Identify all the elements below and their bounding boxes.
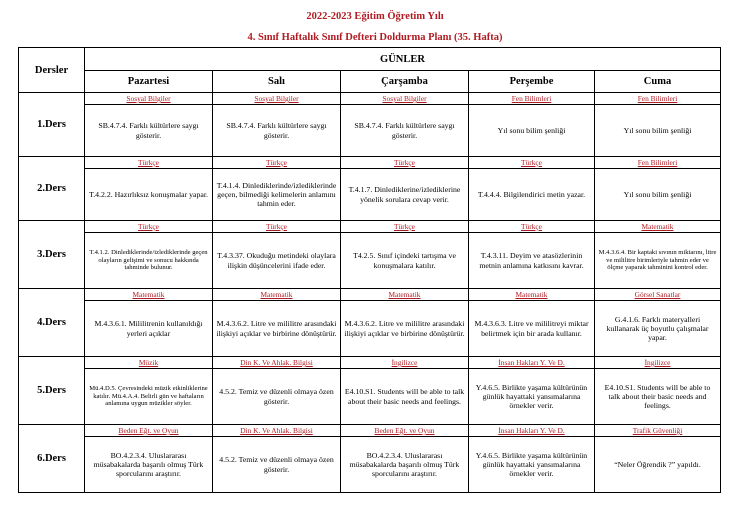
lesson-row xyxy=(19,357,721,425)
lesson-row xyxy=(19,289,721,357)
lesson-cell xyxy=(595,357,721,425)
subject-name: Türkçe xyxy=(85,221,212,233)
subject-name: Fen Bilimleri xyxy=(595,93,720,105)
lesson-cell xyxy=(595,425,721,493)
day-header-tuesday: Salı xyxy=(213,71,341,93)
document-title: 2022-2023 Eğitim Öğretim Yılı xyxy=(306,11,444,22)
lesson-cell xyxy=(469,289,595,357)
lesson-cell xyxy=(85,289,213,357)
subject-name: İngilizce xyxy=(595,357,720,369)
learning-outcome: 4.5.2. Temiz ve düzenli olmaya özen gösterir. xyxy=(219,455,334,474)
lessons-header: Dersler xyxy=(19,48,85,93)
lesson-cell xyxy=(213,425,341,493)
learning-outcome: Y.4.6.5. Birlikte yaşama kültürünün günlük hayattaki yansımalarına örnekler verir. xyxy=(475,450,588,479)
lesson-cell xyxy=(469,157,595,221)
lesson-cell xyxy=(213,93,341,157)
subject-name: Müzik xyxy=(85,357,212,369)
lesson-cell xyxy=(469,221,595,289)
subject-name: Matematik xyxy=(469,289,594,301)
subject-name: Beden Eğt. ve Oyun xyxy=(85,425,212,437)
learning-outcome: BO.4.2.3.4. Uluslararası müsabakalarda başarılı olmuş Türk sporcularını araştırır. xyxy=(349,450,460,479)
day-header-monday: Pazartesi xyxy=(85,71,213,93)
lesson-cell xyxy=(595,221,721,289)
lesson-label: 4.Ders xyxy=(19,289,85,357)
learning-outcome: “Neler Öğrendik ?” yapıldı. xyxy=(614,459,701,469)
learning-outcome: E4.10.S1. Students will be able to talk about their basic needs and feelings. xyxy=(344,387,465,406)
learning-outcome: BO.4.2.3.4. Uluslararası müsabakalarda başarılı olmuş Türk sporcularını araştırır. xyxy=(93,450,204,479)
lesson-cell xyxy=(213,289,341,357)
subject-name: Din K. Ve Ahlak. Bilgisi xyxy=(213,425,340,437)
subject-name: Fen Bilimleri xyxy=(595,157,720,169)
learning-outcome: M.4.3.6.4. Bir kaptaki sıvının miktarını, litre ve mililitre birimleriyle tahmin eder ve ölçme yaparak tahminini kontrol eder. xyxy=(598,248,717,272)
subject-name: Matematik xyxy=(341,289,468,301)
learning-outcome: Yıl sonu bilim şenliği xyxy=(623,125,692,135)
subject-name: Matematik xyxy=(85,289,212,301)
lesson-cell xyxy=(213,357,341,425)
learning-outcome: M.4.3.6.2. Litre ve mililitre arasındaki ilişkiyi açıklar ve birbirine dönüştürür. xyxy=(344,319,465,338)
subject-name: Trafik Güvenliği xyxy=(595,425,720,437)
lesson-cell xyxy=(85,93,213,157)
header-row-days xyxy=(19,71,721,93)
subject-name: Görsel Sanatlar xyxy=(595,289,720,301)
lesson-cell xyxy=(85,357,213,425)
subject-name: Türkçe xyxy=(469,157,594,169)
lesson-row xyxy=(19,221,721,289)
days-header: GÜNLER xyxy=(85,48,721,71)
subject-name: Türkçe xyxy=(85,157,212,169)
learning-outcome: M.4.3.6.1. Mililitrenin kullanıldığı yerleri açıklar xyxy=(94,319,203,338)
subject-name: Fen Bilimleri xyxy=(469,93,594,105)
lesson-cell xyxy=(595,289,721,357)
learning-outcome: T4.2.5. Sınıf içindeki tartışma ve konuşmalara katılır. xyxy=(353,251,456,270)
lesson-cell xyxy=(469,357,595,425)
day-header-wednesday: Çarşamba xyxy=(341,71,469,93)
learning-outcome: Mü.4.D.5. Çevresindeki müzik etkinliklerine katılır. Mü.4.A.4. Belirli gün ve haftaların anlamına uygun müzikler söyler. xyxy=(89,384,208,408)
lesson-cell xyxy=(341,425,469,493)
lesson-cell xyxy=(85,425,213,493)
lesson-label: 5.Ders xyxy=(19,357,85,425)
lesson-cell xyxy=(595,157,721,221)
learning-outcome: Yıl sonu bilim şenliği xyxy=(497,125,566,135)
subject-name: Matematik xyxy=(595,221,720,233)
subject-name: Türkçe xyxy=(341,157,468,169)
learning-outcome: M.4.3.6.3. Litre ve mililitreyi miktar belirtmek için bir arada kullanır. xyxy=(474,319,589,338)
lesson-cell xyxy=(85,221,213,289)
subject-name: İnsan Hakları Y. Ve D. xyxy=(469,357,594,369)
subject-name: Türkçe xyxy=(469,221,594,233)
lesson-label: 2.Ders xyxy=(19,157,85,221)
subject-name: Türkçe xyxy=(213,221,340,233)
learning-outcome: Yıl sonu bilim şenliği xyxy=(623,189,692,199)
subject-name: İnsan Hakları Y. Ve D. xyxy=(469,425,594,437)
lesson-label: 3.Ders xyxy=(19,221,85,289)
subject-name: Türkçe xyxy=(213,157,340,169)
subject-name: Sosyal Bilgiler xyxy=(213,93,340,105)
learning-outcome: E4.10.S1. Students will be able to talk about their basic needs and feelings. xyxy=(604,382,711,411)
lesson-row xyxy=(19,425,721,493)
lesson-cell xyxy=(341,93,469,157)
lesson-row xyxy=(19,93,721,157)
learning-outcome: SB.4.7.4. Farklı kültürlere saygı gösterir. xyxy=(354,121,455,140)
lesson-label: 1.Ders xyxy=(19,93,85,157)
subject-name: Matematik xyxy=(213,289,340,301)
learning-outcome: SB.4.7.4. Farklı kültürlere saygı gösterir. xyxy=(226,121,327,140)
lesson-cell xyxy=(341,157,469,221)
lesson-cell xyxy=(469,425,595,493)
learning-outcome: Y.4.6.5. Birlikte yaşama kültürünün günlük hayattaki yansımalarına örnekler verir. xyxy=(475,382,588,411)
learning-outcome: T.4.3.37. Okuduğu metindeki olaylara ilişkin düşüncelerini ifade eder. xyxy=(217,251,336,270)
subject-name: Beden Eğt. ve Oyun xyxy=(341,425,468,437)
learning-outcome: T.4.1.2. Dinlediklerinde/izlediklerinde geçen olayların gelişimi ve sonucu hakkında tahminde bulunur. xyxy=(89,248,208,272)
lesson-cell xyxy=(595,93,721,157)
subject-name: Türkçe xyxy=(341,221,468,233)
header-row-top xyxy=(19,48,721,71)
learning-outcome: T.4.4.4. Bilgilendirici metin yazar. xyxy=(477,189,586,199)
lesson-cell xyxy=(341,221,469,289)
day-header-thursday: Perşembe xyxy=(469,71,595,93)
learning-outcome: T.4.1.7. Dinlediklerine/izlediklerine yönelik sorulara cevap verir. xyxy=(348,185,461,204)
lesson-cell xyxy=(341,289,469,357)
lesson-cell xyxy=(341,357,469,425)
lesson-label: 6.Ders xyxy=(19,425,85,493)
subject-name: Sosyal Bilgiler xyxy=(341,93,468,105)
subject-name: İngilizce xyxy=(341,357,468,369)
learning-outcome: SB.4.7.4. Farklı kültürlere saygı gösterir. xyxy=(98,121,199,140)
learning-outcome: T.4.3.11. Deyim ve atasözlerinin metnin anlamına katkısını kavrar. xyxy=(479,251,584,270)
lesson-cell xyxy=(85,157,213,221)
lesson-row xyxy=(19,157,721,221)
lesson-cell xyxy=(213,221,341,289)
lesson-cell xyxy=(213,157,341,221)
learning-outcome: T.4.1.4. Dinlediklerinde/izlediklerinde geçen, bilmediği kelimelerin anlamını tahmin eder. xyxy=(216,180,337,209)
learning-outcome: M.4.3.6.2. Litre ve mililitre arasındaki ilişkiyi açıklar ve birbirine dönüştürür. xyxy=(216,319,337,338)
day-header-friday: Cuma xyxy=(595,71,721,93)
lesson-cell xyxy=(469,93,595,157)
learning-outcome: G.4.1.6. Farklı materyalleri kullanarak üç boyutlu çalışmalar yapar. xyxy=(606,314,709,343)
subject-name: Din K. Ve Ahlak. Bilgisi xyxy=(213,357,340,369)
learning-outcome: 4.5.2. Temiz ve düzenli olmaya özen gösterir. xyxy=(219,387,334,406)
document-subtitle: 4. Sınıf Haftalık Sınıf Defteri Doldurma Planı (35. Hafta) xyxy=(247,32,503,43)
learning-outcome: T.4.2.2. Hazırlıksız konuşmalar yapar. xyxy=(89,189,208,199)
subject-name: Sosyal Bilgiler xyxy=(85,93,212,105)
weekly-plan-table xyxy=(18,47,721,493)
